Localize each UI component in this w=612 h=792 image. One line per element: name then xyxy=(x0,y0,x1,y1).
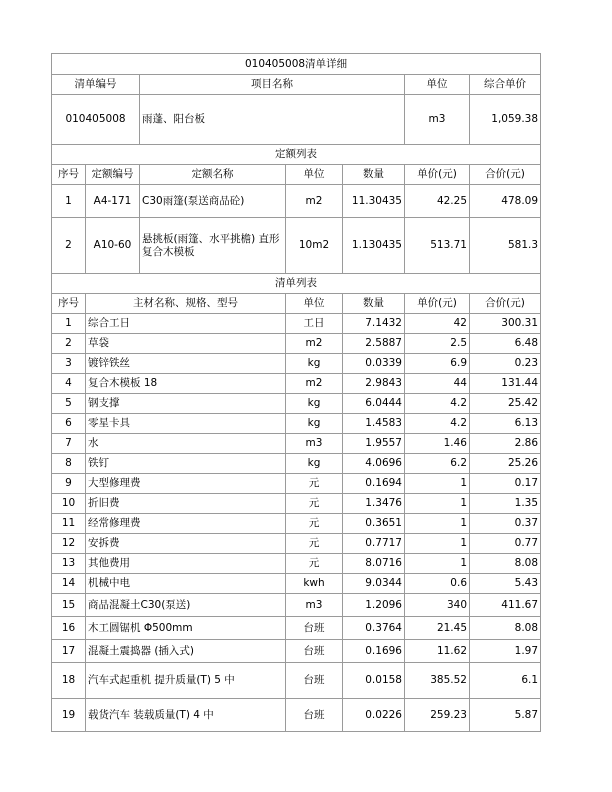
materials-col-qty: 数量 xyxy=(343,294,405,314)
material-qty: 0.3764 xyxy=(343,617,405,640)
material-qty: 0.3651 xyxy=(343,514,405,534)
material-unit: kg xyxy=(286,394,343,414)
materials-col-name: 主材名称、规格、型号 xyxy=(86,294,286,314)
material-total: 5.43 xyxy=(470,574,541,594)
quota-col-price: 单价(元) xyxy=(405,165,470,185)
material-name: 汽车式起重机 提升质量(T) 5 中 xyxy=(86,663,286,699)
material-total: 5.87 xyxy=(470,699,541,732)
material-no: 18 xyxy=(52,663,86,699)
quota-col-no: 序号 xyxy=(52,165,86,185)
material-row xyxy=(52,663,541,699)
material-price: 1 xyxy=(405,474,470,494)
material-name: 大型修理费 xyxy=(86,474,286,494)
quota-name: C30雨篷(泵送商品砼) xyxy=(140,185,286,218)
page-title: 010405008清单详细 xyxy=(52,54,541,75)
material-unit: 台班 xyxy=(286,699,343,732)
material-total: 411.67 xyxy=(470,594,541,617)
material-name: 零星卡具 xyxy=(86,414,286,434)
materials-section-row xyxy=(52,274,541,294)
material-row xyxy=(52,699,541,732)
material-unit: kg xyxy=(286,454,343,474)
bill-detail-table xyxy=(51,53,541,732)
material-total: 1.97 xyxy=(470,640,541,663)
material-name: 机械中电 xyxy=(86,574,286,594)
material-unit: m2 xyxy=(286,374,343,394)
materials-section-title: 清单列表 xyxy=(52,274,541,294)
material-price: 44 xyxy=(405,374,470,394)
material-unit: m2 xyxy=(286,334,343,354)
quota-total: 581.3 xyxy=(470,218,541,274)
quota-price: 42.25 xyxy=(405,185,470,218)
material-row xyxy=(52,334,541,354)
quota-unit: m2 xyxy=(286,185,343,218)
item-code: 010405008 xyxy=(52,95,140,145)
material-name: 草袋 xyxy=(86,334,286,354)
material-price: 1 xyxy=(405,494,470,514)
material-no: 5 xyxy=(52,394,86,414)
material-row xyxy=(52,374,541,394)
material-unit: 元 xyxy=(286,514,343,534)
quota-col-qty: 数量 xyxy=(343,165,405,185)
material-total: 6.13 xyxy=(470,414,541,434)
material-name: 经常修理费 xyxy=(86,514,286,534)
materials-header-row xyxy=(52,294,541,314)
quota-code: A4-171 xyxy=(86,185,140,218)
material-unit: kg xyxy=(286,354,343,374)
material-total: 8.08 xyxy=(470,554,541,574)
material-price: 340 xyxy=(405,594,470,617)
quota-qty: 1.130435 xyxy=(343,218,405,274)
material-unit: kg xyxy=(286,414,343,434)
material-name: 钢支撑 xyxy=(86,394,286,414)
material-unit: 元 xyxy=(286,474,343,494)
materials-col-no: 序号 xyxy=(52,294,86,314)
quota-col-total: 合价(元) xyxy=(470,165,541,185)
material-no: 14 xyxy=(52,574,86,594)
material-no: 3 xyxy=(52,354,86,374)
header-unit: 单位 xyxy=(405,75,470,95)
material-name: 混凝土震捣器 (插入式) xyxy=(86,640,286,663)
material-row xyxy=(52,394,541,414)
materials-col-unit: 单位 xyxy=(286,294,343,314)
material-price: 1 xyxy=(405,534,470,554)
material-no: 2 xyxy=(52,334,86,354)
material-total: 1.35 xyxy=(470,494,541,514)
material-no: 16 xyxy=(52,617,86,640)
material-unit: 台班 xyxy=(286,640,343,663)
quota-section-row xyxy=(52,145,541,165)
material-no: 9 xyxy=(52,474,86,494)
material-price: 6.2 xyxy=(405,454,470,474)
quota-col-unit: 单位 xyxy=(286,165,343,185)
quota-qty: 11.30435 xyxy=(343,185,405,218)
material-total: 0.77 xyxy=(470,534,541,554)
material-price: 42 xyxy=(405,314,470,334)
material-qty: 1.3476 xyxy=(343,494,405,514)
quota-row xyxy=(52,218,541,274)
material-unit: 台班 xyxy=(286,663,343,699)
material-row xyxy=(52,354,541,374)
material-total: 8.08 xyxy=(470,617,541,640)
quota-col-name: 定额名称 xyxy=(140,165,286,185)
material-no: 17 xyxy=(52,640,86,663)
material-no: 6 xyxy=(52,414,86,434)
material-price: 0.6 xyxy=(405,574,470,594)
material-name: 其他费用 xyxy=(86,554,286,574)
item-row xyxy=(52,95,541,145)
quota-price: 513.71 xyxy=(405,218,470,274)
quota-header-row xyxy=(52,165,541,185)
material-qty: 0.1696 xyxy=(343,640,405,663)
material-row xyxy=(52,454,541,474)
material-name: 载货汽车 装载质量(T) 4 中 xyxy=(86,699,286,732)
material-qty: 8.0716 xyxy=(343,554,405,574)
material-unit: m3 xyxy=(286,594,343,617)
item-unit: m3 xyxy=(405,95,470,145)
material-total: 2.86 xyxy=(470,434,541,454)
header-price: 综合单价 xyxy=(470,75,541,95)
material-total: 25.42 xyxy=(470,394,541,414)
material-price: 2.5 xyxy=(405,334,470,354)
material-qty: 7.1432 xyxy=(343,314,405,334)
material-name: 综合工日 xyxy=(86,314,286,334)
material-price: 1 xyxy=(405,514,470,534)
quota-col-code: 定额编号 xyxy=(86,165,140,185)
material-qty: 0.1694 xyxy=(343,474,405,494)
material-price: 6.9 xyxy=(405,354,470,374)
material-qty: 0.0226 xyxy=(343,699,405,732)
material-name: 镀锌铁丝 xyxy=(86,354,286,374)
materials-col-price: 单价(元) xyxy=(405,294,470,314)
material-unit: m3 xyxy=(286,434,343,454)
material-qty: 0.0158 xyxy=(343,663,405,699)
material-qty: 6.0444 xyxy=(343,394,405,414)
material-row xyxy=(52,534,541,554)
material-price: 1.46 xyxy=(405,434,470,454)
material-price: 1 xyxy=(405,554,470,574)
material-name: 复合木模板 18 xyxy=(86,374,286,394)
material-unit: kwh xyxy=(286,574,343,594)
material-price: 4.2 xyxy=(405,414,470,434)
material-row xyxy=(52,474,541,494)
material-no: 15 xyxy=(52,594,86,617)
material-unit: 元 xyxy=(286,494,343,514)
material-row xyxy=(52,594,541,617)
material-total: 0.37 xyxy=(470,514,541,534)
material-qty: 0.0339 xyxy=(343,354,405,374)
material-qty: 9.0344 xyxy=(343,574,405,594)
material-name: 折旧费 xyxy=(86,494,286,514)
material-price: 259.23 xyxy=(405,699,470,732)
item-header-row xyxy=(52,75,541,95)
material-unit: 工日 xyxy=(286,314,343,334)
material-price: 4.2 xyxy=(405,394,470,414)
material-name: 安拆费 xyxy=(86,534,286,554)
material-row xyxy=(52,514,541,534)
material-total: 6.48 xyxy=(470,334,541,354)
material-no: 4 xyxy=(52,374,86,394)
material-no: 12 xyxy=(52,534,86,554)
material-no: 8 xyxy=(52,454,86,474)
material-no: 19 xyxy=(52,699,86,732)
material-row xyxy=(52,314,541,334)
material-total: 0.17 xyxy=(470,474,541,494)
item-price: 1,059.38 xyxy=(470,95,541,145)
material-qty: 1.4583 xyxy=(343,414,405,434)
material-row xyxy=(52,640,541,663)
material-qty: 1.9557 xyxy=(343,434,405,454)
material-qty: 4.0696 xyxy=(343,454,405,474)
material-total: 0.23 xyxy=(470,354,541,374)
material-row xyxy=(52,554,541,574)
quota-no: 1 xyxy=(52,185,86,218)
material-name: 铁钉 xyxy=(86,454,286,474)
quota-name: 悬挑板(雨篷、水平挑檐) 直形 复合木模板 xyxy=(140,218,286,274)
material-row xyxy=(52,434,541,454)
material-name: 木工圆锯机 Φ500mm xyxy=(86,617,286,640)
material-no: 7 xyxy=(52,434,86,454)
material-total: 300.31 xyxy=(470,314,541,334)
quota-no: 2 xyxy=(52,218,86,274)
material-qty: 0.7717 xyxy=(343,534,405,554)
material-total: 131.44 xyxy=(470,374,541,394)
material-unit: 台班 xyxy=(286,617,343,640)
material-price: 11.62 xyxy=(405,640,470,663)
material-qty: 2.9843 xyxy=(343,374,405,394)
material-no: 13 xyxy=(52,554,86,574)
material-unit: 元 xyxy=(286,534,343,554)
quota-row xyxy=(52,185,541,218)
material-no: 11 xyxy=(52,514,86,534)
material-row xyxy=(52,414,541,434)
item-name: 雨蓬、阳台板 xyxy=(140,95,405,145)
material-price: 21.45 xyxy=(405,617,470,640)
quota-section-title: 定额列表 xyxy=(52,145,541,165)
material-no: 1 xyxy=(52,314,86,334)
quota-code: A10-60 xyxy=(86,218,140,274)
material-unit: 元 xyxy=(286,554,343,574)
material-row xyxy=(52,617,541,640)
header-code: 清单编号 xyxy=(52,75,140,95)
material-total: 6.1 xyxy=(470,663,541,699)
material-price: 385.52 xyxy=(405,663,470,699)
header-name: 项目名称 xyxy=(140,75,405,95)
quota-unit: 10m2 xyxy=(286,218,343,274)
material-name: 水 xyxy=(86,434,286,454)
material-qty: 1.2096 xyxy=(343,594,405,617)
material-qty: 2.5887 xyxy=(343,334,405,354)
material-row xyxy=(52,574,541,594)
material-row xyxy=(52,494,541,514)
material-no: 10 xyxy=(52,494,86,514)
material-total: 25.26 xyxy=(470,454,541,474)
title-row xyxy=(52,54,541,75)
material-name: 商品混凝土C30(泵送) xyxy=(86,594,286,617)
quota-total: 478.09 xyxy=(470,185,541,218)
materials-col-total: 合价(元) xyxy=(470,294,541,314)
